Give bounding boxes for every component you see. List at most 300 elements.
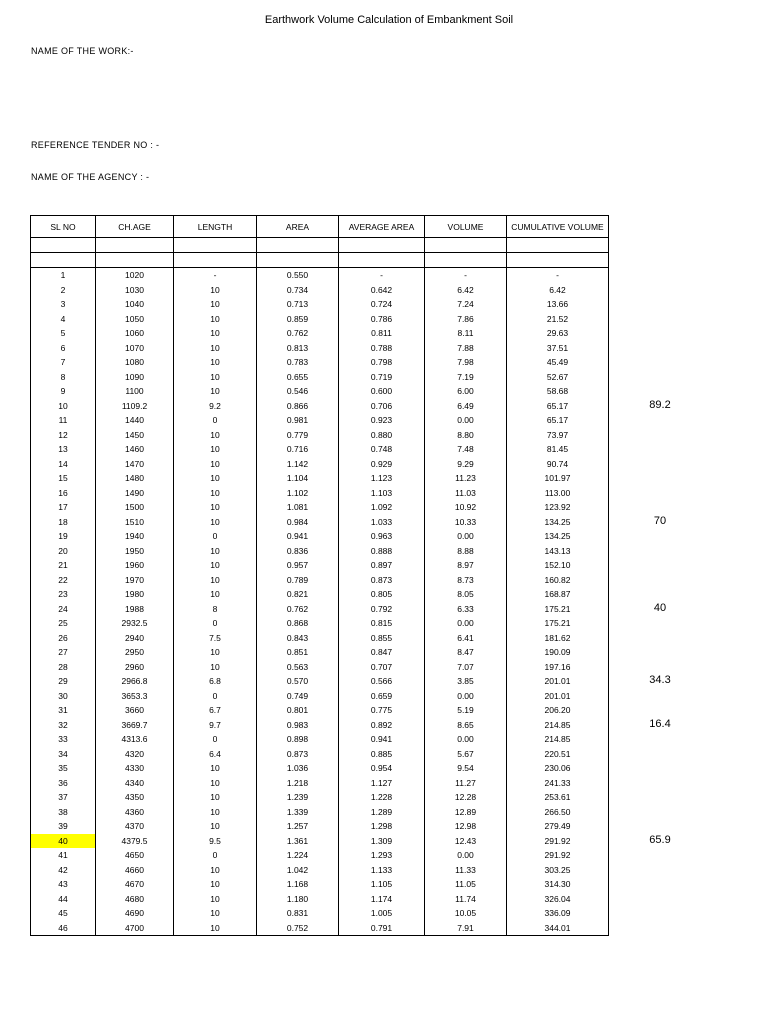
- cell-cumulative-volume: 168.87: [507, 587, 609, 602]
- cell-average-area: 0.885: [339, 747, 425, 762]
- cell-average-area: 0.805: [339, 587, 425, 602]
- cell-chainage: 1440: [96, 413, 174, 428]
- cell-volume: 0.00: [425, 529, 507, 544]
- side-note: 40: [653, 601, 667, 614]
- cell-chainage: 1500: [96, 500, 174, 515]
- cell-average-area: 0.954: [339, 761, 425, 776]
- cell-length: 10: [174, 761, 257, 776]
- cell-average-area: 0.811: [339, 326, 425, 341]
- side-note: 89.2: [649, 398, 671, 411]
- cell-area: 0.868: [257, 616, 339, 631]
- cell-sl-no: 40: [31, 834, 96, 849]
- cell-average-area: 1.105: [339, 877, 425, 892]
- cell-average-area: 0.847: [339, 645, 425, 660]
- cell-chainage: 1090: [96, 370, 174, 385]
- cell-average-area: 1.289: [339, 805, 425, 820]
- cell-average-area: 0.748: [339, 442, 425, 457]
- cell-cumulative-volume: 175.21: [507, 602, 609, 617]
- cell-cumulative-volume: 37.51: [507, 341, 609, 356]
- cell-cumulative-volume: 65.17: [507, 413, 609, 428]
- table-row: [31, 863, 609, 878]
- cell-length: 8: [174, 602, 257, 617]
- col-header-length: LENGTH: [174, 216, 257, 238]
- cell-cumulative-volume: 214.85: [507, 732, 609, 747]
- cell-area: 1.102: [257, 486, 339, 501]
- col-header-area: AREA: [257, 216, 339, 238]
- cell-volume: 11.03: [425, 486, 507, 501]
- cell-length: 10: [174, 384, 257, 399]
- cell-sl-no: 30: [31, 689, 96, 704]
- cell-length: 10: [174, 776, 257, 791]
- cell-volume: 8.97: [425, 558, 507, 573]
- table-row: [31, 703, 609, 718]
- cell-length: 0: [174, 616, 257, 631]
- table-row: [31, 602, 609, 617]
- cell-length: 10: [174, 645, 257, 660]
- table-row: [31, 645, 609, 660]
- table-row: [31, 616, 609, 631]
- cell-area: 0.859: [257, 312, 339, 327]
- table-row: [31, 515, 609, 530]
- cell-length: 9.5: [174, 834, 257, 849]
- cell-cumulative-volume: 52.67: [507, 370, 609, 385]
- cell-area: 0.957: [257, 558, 339, 573]
- cell-sl-no: 45: [31, 906, 96, 921]
- cell-length: 10: [174, 558, 257, 573]
- cell-length: 10: [174, 442, 257, 457]
- cell-average-area: 0.786: [339, 312, 425, 327]
- cell-sl-no: 37: [31, 790, 96, 805]
- cell-length: 10: [174, 921, 257, 936]
- cell-average-area: 0.788: [339, 341, 425, 356]
- cell-cumulative-volume: 123.92: [507, 500, 609, 515]
- cell-cumulative-volume: 160.82: [507, 573, 609, 588]
- table-row: [31, 428, 609, 443]
- cell-sl-no: 44: [31, 892, 96, 907]
- cell-volume: 12.98: [425, 819, 507, 834]
- cell-area: 0.981: [257, 413, 339, 428]
- cell-average-area: 1.298: [339, 819, 425, 834]
- cell-area: 0.831: [257, 906, 339, 921]
- cell-area: 0.716: [257, 442, 339, 457]
- cell-length: 10: [174, 370, 257, 385]
- table-header-row: [31, 216, 609, 238]
- cell-cumulative-volume: 152.10: [507, 558, 609, 573]
- table-row: [31, 500, 609, 515]
- cell-chainage: 1950: [96, 544, 174, 559]
- cell-area: 1.239: [257, 790, 339, 805]
- cell-volume: 0.00: [425, 848, 507, 863]
- table-row: [31, 370, 609, 385]
- cell-area: 0.550: [257, 268, 339, 283]
- cell-cumulative-volume: 134.25: [507, 515, 609, 530]
- cell-cumulative-volume: 220.51: [507, 747, 609, 762]
- cell-length: 10: [174, 326, 257, 341]
- cell-sl-no: 33: [31, 732, 96, 747]
- cell-sl-no: 19: [31, 529, 96, 544]
- cell-sl-no: 41: [31, 848, 96, 863]
- cell-chainage: 4680: [96, 892, 174, 907]
- cell-cumulative-volume: 65.17: [507, 399, 609, 414]
- cell-chainage: 1460: [96, 442, 174, 457]
- cell-cumulative-volume: 197.16: [507, 660, 609, 675]
- cell-area: 0.779: [257, 428, 339, 443]
- tender-no-label: REFERENCE TENDER NO : -: [31, 140, 160, 150]
- cell-chainage: 1050: [96, 312, 174, 327]
- cell-cumulative-volume: 201.01: [507, 689, 609, 704]
- cell-area: 0.749: [257, 689, 339, 704]
- col-header-sl-no: SL NO: [31, 216, 96, 238]
- cell-area: 1.168: [257, 877, 339, 892]
- cell-length: 10: [174, 341, 257, 356]
- side-note: 65.9: [649, 833, 671, 846]
- table-row: [31, 399, 609, 414]
- cell-average-area: 0.923: [339, 413, 425, 428]
- table-row: [31, 892, 609, 907]
- cell-average-area: 1.127: [339, 776, 425, 791]
- cell-sl-no: 21: [31, 558, 96, 573]
- cell-average-area: 0.798: [339, 355, 425, 370]
- cell-sl-no: 16: [31, 486, 96, 501]
- cell-sl-no: 42: [31, 863, 96, 878]
- cell-cumulative-volume: 101.97: [507, 471, 609, 486]
- cell-chainage: 1040: [96, 297, 174, 312]
- earthwork-table: [30, 215, 609, 936]
- cell-area: 0.843: [257, 631, 339, 646]
- cell-volume: 10.92: [425, 500, 507, 515]
- table-row: [31, 848, 609, 863]
- cell-average-area: 1.228: [339, 790, 425, 805]
- table-row: [31, 718, 609, 733]
- cell-area: 0.713: [257, 297, 339, 312]
- cell-area: 0.898: [257, 732, 339, 747]
- cell-sl-no: 4: [31, 312, 96, 327]
- cell-length: 10: [174, 544, 257, 559]
- cell-chainage: 2960: [96, 660, 174, 675]
- cell-average-area: 0.873: [339, 573, 425, 588]
- cell-length: 9.7: [174, 718, 257, 733]
- cell-length: 9.2: [174, 399, 257, 414]
- cell-sl-no: 7: [31, 355, 96, 370]
- cell-chainage: 1450: [96, 428, 174, 443]
- cell-length: 6.7: [174, 703, 257, 718]
- cell-volume: 7.86: [425, 312, 507, 327]
- table-row: [31, 877, 609, 892]
- cell-area: 0.941: [257, 529, 339, 544]
- cell-chainage: 1940: [96, 529, 174, 544]
- cell-volume: 7.19: [425, 370, 507, 385]
- cell-cumulative-volume: 303.25: [507, 863, 609, 878]
- cell-chainage: 4650: [96, 848, 174, 863]
- cell-chainage: 4350: [96, 790, 174, 805]
- cell-average-area: 0.892: [339, 718, 425, 733]
- cell-average-area: 0.775: [339, 703, 425, 718]
- table-row: [31, 312, 609, 327]
- cell-cumulative-volume: 113.00: [507, 486, 609, 501]
- cell-volume: 8.88: [425, 544, 507, 559]
- cell-average-area: 0.888: [339, 544, 425, 559]
- cell-chainage: 4379.5: [96, 834, 174, 849]
- cell-chainage: 1030: [96, 283, 174, 298]
- cell-cumulative-volume: 214.85: [507, 718, 609, 733]
- cell-volume: 8.80: [425, 428, 507, 443]
- cell-volume: 8.11: [425, 326, 507, 341]
- cell-average-area: 0.600: [339, 384, 425, 399]
- cell-average-area: 1.133: [339, 863, 425, 878]
- cell-area: 1.224: [257, 848, 339, 863]
- cell-volume: 6.41: [425, 631, 507, 646]
- cell-cumulative-volume: 6.42: [507, 283, 609, 298]
- cell-length: 0: [174, 732, 257, 747]
- table-row: [31, 486, 609, 501]
- cell-volume: 8.73: [425, 573, 507, 588]
- cell-average-area: 1.309: [339, 834, 425, 849]
- cell-average-area: 1.123: [339, 471, 425, 486]
- table-row: [31, 732, 609, 747]
- table-body: [31, 238, 609, 936]
- col-header-chainage: CH.AGE: [96, 216, 174, 238]
- cell-sl-no: 9: [31, 384, 96, 399]
- cell-sl-no: 12: [31, 428, 96, 443]
- cell-volume: 7.98: [425, 355, 507, 370]
- cell-average-area: 0.719: [339, 370, 425, 385]
- table-row: [31, 689, 609, 704]
- cell-volume: 9.29: [425, 457, 507, 472]
- cell-cumulative-volume: 266.50: [507, 805, 609, 820]
- cell-chainage: 1980: [96, 587, 174, 602]
- cell-chainage: 2940: [96, 631, 174, 646]
- cell-chainage: 4700: [96, 921, 174, 936]
- cell-average-area: 0.791: [339, 921, 425, 936]
- cell-length: 10: [174, 515, 257, 530]
- cell-length: 10: [174, 892, 257, 907]
- cell-chainage: 1470: [96, 457, 174, 472]
- agency-name-label: NAME OF THE AGENCY : -: [31, 172, 150, 182]
- cell-area: 0.570: [257, 674, 339, 689]
- cell-length: 10: [174, 819, 257, 834]
- cell-volume: 11.74: [425, 892, 507, 907]
- cell-chainage: 3660: [96, 703, 174, 718]
- table-row: [31, 283, 609, 298]
- cell-cumulative-volume: 241.33: [507, 776, 609, 791]
- cell-sl-no: 28: [31, 660, 96, 675]
- cell-average-area: 1.005: [339, 906, 425, 921]
- table-row: [31, 921, 609, 936]
- cell-sl-no: 24: [31, 602, 96, 617]
- cell-average-area: 0.855: [339, 631, 425, 646]
- cell-cumulative-volume: 206.20: [507, 703, 609, 718]
- cell-sl-no: 2: [31, 283, 96, 298]
- cell-sl-no: 8: [31, 370, 96, 385]
- cell-average-area: 0.566: [339, 674, 425, 689]
- cell-chainage: 1100: [96, 384, 174, 399]
- side-note: 34.3: [649, 674, 671, 687]
- table-row: [31, 457, 609, 472]
- cell-length: 10: [174, 297, 257, 312]
- cell-cumulative-volume: -: [507, 268, 609, 283]
- cell-length: 10: [174, 573, 257, 588]
- cell-length: 10: [174, 790, 257, 805]
- cell-length: 10: [174, 906, 257, 921]
- cell-area: 0.983: [257, 718, 339, 733]
- cell-sl-no: 15: [31, 471, 96, 486]
- cell-area: 0.752: [257, 921, 339, 936]
- cell-volume: 10.33: [425, 515, 507, 530]
- cell-sl-no: 10: [31, 399, 96, 414]
- cell-sl-no: 6: [31, 341, 96, 356]
- cell-length: 10: [174, 500, 257, 515]
- cell-sl-no: 39: [31, 819, 96, 834]
- cell-sl-no: 34: [31, 747, 96, 762]
- cell-volume: 10.05: [425, 906, 507, 921]
- cell-cumulative-volume: 175.21: [507, 616, 609, 631]
- table-row: [31, 326, 609, 341]
- cell-average-area: 0.897: [339, 558, 425, 573]
- cell-sl-no: 20: [31, 544, 96, 559]
- cell-chainage: 1070: [96, 341, 174, 356]
- cell-area: 0.851: [257, 645, 339, 660]
- cell-cumulative-volume: 21.52: [507, 312, 609, 327]
- cell-sl-no: 38: [31, 805, 96, 820]
- col-header-cumulative-volume: CUMULATIVE VOLUME: [507, 216, 609, 238]
- cell-area: 1.081: [257, 500, 339, 515]
- cell-area: 0.762: [257, 326, 339, 341]
- cell-average-area: 0.929: [339, 457, 425, 472]
- cell-chainage: 2950: [96, 645, 174, 660]
- cell-area: 1.339: [257, 805, 339, 820]
- cell-area: 0.762: [257, 602, 339, 617]
- cell-sl-no: 43: [31, 877, 96, 892]
- cell-area: 0.783: [257, 355, 339, 370]
- cell-cumulative-volume: 181.62: [507, 631, 609, 646]
- cell-length: 10: [174, 805, 257, 820]
- table-row: [31, 747, 609, 762]
- cell-length: 6.4: [174, 747, 257, 762]
- table-row: [31, 355, 609, 370]
- table-row: [31, 544, 609, 559]
- cell-average-area: 0.815: [339, 616, 425, 631]
- cell-chainage: 4330: [96, 761, 174, 776]
- cell-cumulative-volume: 190.09: [507, 645, 609, 660]
- cell-volume: 11.27: [425, 776, 507, 791]
- table-row: [31, 384, 609, 399]
- cell-volume: 12.43: [425, 834, 507, 849]
- cell-area: 1.218: [257, 776, 339, 791]
- cell-volume: 7.24: [425, 297, 507, 312]
- cell-average-area: 1.103: [339, 486, 425, 501]
- cell-chainage: 4320: [96, 747, 174, 762]
- cell-sl-no: 29: [31, 674, 96, 689]
- cell-chainage: 1020: [96, 268, 174, 283]
- cell-sl-no: 32: [31, 718, 96, 733]
- cell-sl-no: 11: [31, 413, 96, 428]
- cell-sl-no: 31: [31, 703, 96, 718]
- cell-average-area: 0.792: [339, 602, 425, 617]
- cell-volume: 11.23: [425, 471, 507, 486]
- cell-cumulative-volume: 291.92: [507, 848, 609, 863]
- cell-volume: 7.91: [425, 921, 507, 936]
- table-row: [31, 805, 609, 820]
- cell-average-area: 1.092: [339, 500, 425, 515]
- cell-volume: 8.05: [425, 587, 507, 602]
- document-title: Earthwork Volume Calculation of Embankment Soil: [264, 14, 514, 26]
- cell-cumulative-volume: 336.09: [507, 906, 609, 921]
- cell-area: 0.546: [257, 384, 339, 399]
- cell-length: 10: [174, 863, 257, 878]
- cell-volume: 6.33: [425, 602, 507, 617]
- blank-row: [31, 238, 609, 253]
- cell-cumulative-volume: 201.01: [507, 674, 609, 689]
- cell-length: 10: [174, 283, 257, 298]
- cell-cumulative-volume: 45.49: [507, 355, 609, 370]
- table-row: [31, 442, 609, 457]
- cell-volume: 7.48: [425, 442, 507, 457]
- side-note: 16.4: [649, 717, 671, 730]
- cell-area: 1.036: [257, 761, 339, 776]
- cell-volume: 8.47: [425, 645, 507, 660]
- table-row: [31, 834, 609, 849]
- cell-average-area: 0.707: [339, 660, 425, 675]
- cell-cumulative-volume: 291.92: [507, 834, 609, 849]
- cell-cumulative-volume: 230.06: [507, 761, 609, 776]
- cell-volume: 11.33: [425, 863, 507, 878]
- cell-volume: 0.00: [425, 732, 507, 747]
- cell-chainage: 2966.8: [96, 674, 174, 689]
- cell-chainage: 4313.6: [96, 732, 174, 747]
- cell-cumulative-volume: 344.01: [507, 921, 609, 936]
- table-row: [31, 819, 609, 834]
- cell-cumulative-volume: 143.13: [507, 544, 609, 559]
- cell-chainage: 1080: [96, 355, 174, 370]
- cell-area: 1.104: [257, 471, 339, 486]
- cell-area: 1.180: [257, 892, 339, 907]
- cell-average-area: 0.880: [339, 428, 425, 443]
- cell-volume: 8.65: [425, 718, 507, 733]
- cell-cumulative-volume: 73.97: [507, 428, 609, 443]
- cell-chainage: 3669.7: [96, 718, 174, 733]
- work-name-label: NAME OF THE WORK:-: [31, 46, 134, 56]
- cell-chainage: 1490: [96, 486, 174, 501]
- cell-length: 6.8: [174, 674, 257, 689]
- cell-volume: 0.00: [425, 413, 507, 428]
- cell-chainage: 1060: [96, 326, 174, 341]
- cell-sl-no: 22: [31, 573, 96, 588]
- cell-volume: 9.54: [425, 761, 507, 776]
- cell-volume: 7.07: [425, 660, 507, 675]
- cell-area: 0.821: [257, 587, 339, 602]
- cell-volume: 12.89: [425, 805, 507, 820]
- cell-volume: 5.19: [425, 703, 507, 718]
- cell-area: 0.836: [257, 544, 339, 559]
- cell-sl-no: 35: [31, 761, 96, 776]
- table-row: [31, 341, 609, 356]
- cell-cumulative-volume: 314.30: [507, 877, 609, 892]
- cell-sl-no: 17: [31, 500, 96, 515]
- cell-average-area: -: [339, 268, 425, 283]
- cell-area: 1.257: [257, 819, 339, 834]
- cell-sl-no: 14: [31, 457, 96, 472]
- cell-area: 1.361: [257, 834, 339, 849]
- cell-area: 0.789: [257, 573, 339, 588]
- cell-average-area: 0.941: [339, 732, 425, 747]
- cell-cumulative-volume: 29.63: [507, 326, 609, 341]
- cell-volume: 6.42: [425, 283, 507, 298]
- cell-average-area: 1.293: [339, 848, 425, 863]
- cell-length: 10: [174, 428, 257, 443]
- table-row: [31, 413, 609, 428]
- cell-chainage: 4360: [96, 805, 174, 820]
- table-row: [31, 776, 609, 791]
